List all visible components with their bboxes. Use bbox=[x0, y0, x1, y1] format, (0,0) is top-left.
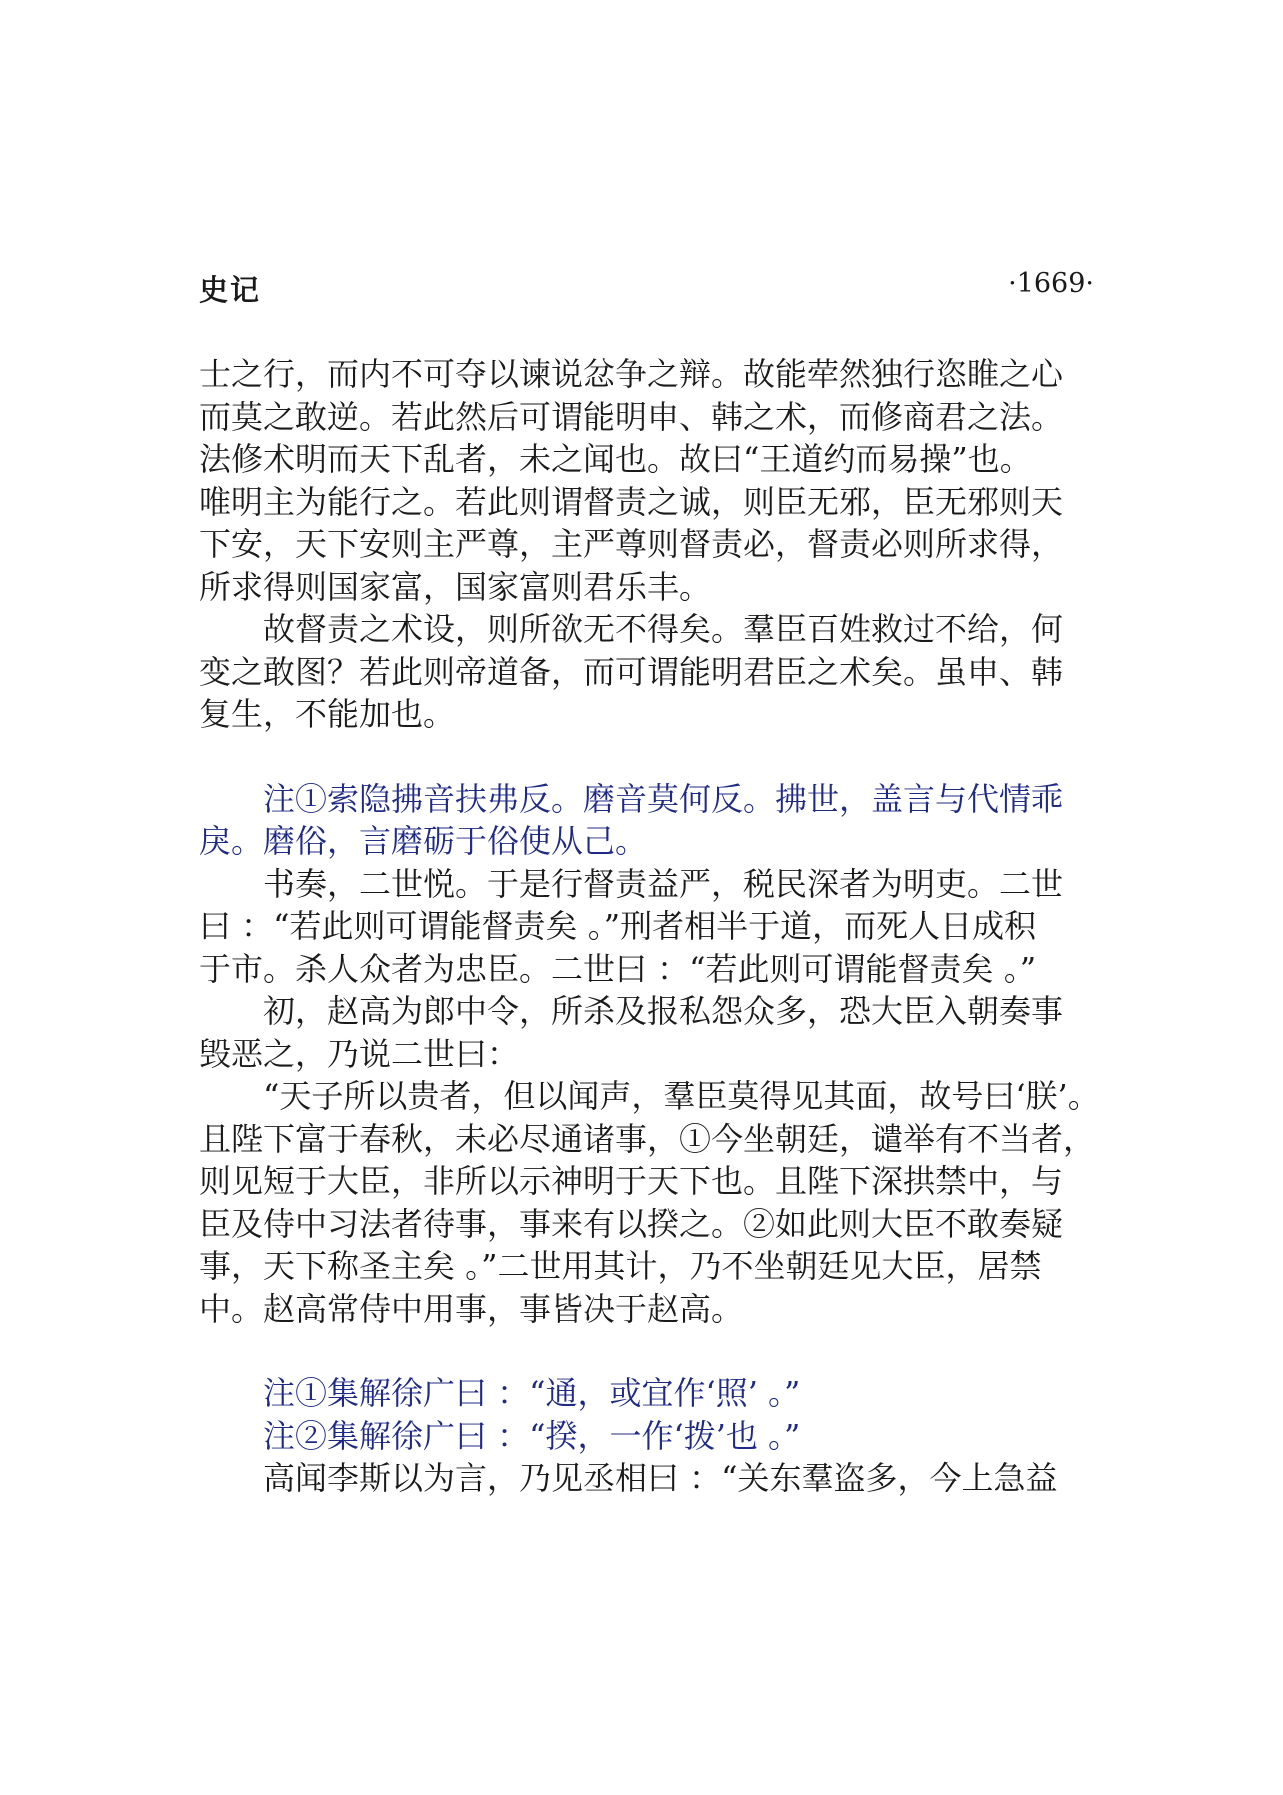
text-line: 臣及侍中习法者待事，事来有以揆之。②如此则大臣不敢奏疑 bbox=[199, 1204, 1064, 1243]
text-line: 曰 ：“若此则可谓能督责矣 。”刑者相半于道，而死人日成积 bbox=[199, 907, 1037, 945]
text-line: 下安，天下安则主严尊，主严尊则督责必，督责必则所求得， bbox=[199, 525, 1064, 563]
annotation-line: 注①索隐拂音扶弗反。磨音莫何反。拂世，盖言与代情乖 bbox=[263, 779, 1064, 818]
annotation-line: 注①集解徐广曰 ：“通，或宜作‘照’ 。” bbox=[263, 1374, 801, 1412]
annotation-line: 戾。磨俗，言磨砺于俗使从己。 bbox=[199, 822, 648, 860]
text-line: 毁恶之，乃说二世曰： bbox=[199, 1034, 520, 1073]
text-line: 于市。杀人众者为忠臣。二世曰 ：“若此则可谓能督责矣 。” bbox=[199, 949, 1037, 988]
annotation-line: 注②集解徐广曰 ：“揆，一作‘拨’也 。” bbox=[263, 1416, 801, 1455]
text-line: 变之敢图？若此则帝道备，而可谓能明君臣之术矣。虽申、韩 bbox=[199, 652, 1064, 691]
text-line: 书奏，二世悦。于是行督责益严，税民深者为明吏。二世 bbox=[263, 864, 1064, 903]
text-line: 且陛下富于春秋，未必尽通诸事，①今坐朝廷，谴举有不当者， bbox=[199, 1119, 1096, 1158]
text-line: 故督责之术设，则所欲无不得矣。羣臣百姓救过不给，何 bbox=[263, 610, 1064, 648]
text-line: 复生，不能加也。 bbox=[199, 695, 456, 733]
main-text bbox=[199, 353, 1099, 1500]
text-line: 所求得则国家富，国家富则君乐丰。 bbox=[199, 567, 712, 606]
text-line: 唯明主为能行之。若此则谓督责之诚，则臣无邪，臣无邪则天 bbox=[199, 482, 1064, 521]
text-line: “天子所以贵者，但以闻声，羣臣莫得见其面，故号曰‘朕’。 bbox=[263, 1077, 1100, 1115]
text-line: 则见短于大臣，非所以示神明于天下也。且陛下深拱禁中，与 bbox=[199, 1162, 1064, 1200]
text-line: 中。赵高常侍中用事，事皆决于赵高。 bbox=[199, 1289, 744, 1328]
paragraph-gap bbox=[199, 1330, 1099, 1372]
text-line: 士之行，而内不可夺以谏说忿争之辩。故能荦然独行恣睢之心 bbox=[199, 355, 1064, 393]
text-line: 初，赵高为郎中令，所杀及报私怨众多，恐大臣入朝奏事 bbox=[263, 992, 1064, 1030]
page-number: ·1669· bbox=[1008, 268, 1094, 299]
text-line: 而莫之敢逆。若此然后可谓能明申、韩之术，而修商君之法。 bbox=[199, 397, 1064, 436]
page-header bbox=[199, 268, 1094, 308]
text-line: 高闻李斯以为言，乃见丞相曰 ：“关东羣盗多，今上急益 bbox=[263, 1459, 1058, 1497]
text-line: 事，天下称圣主矣 。”二世用其计，乃不坐朝廷见大臣，居禁 bbox=[199, 1247, 1042, 1285]
paragraph-gap bbox=[199, 736, 1099, 778]
book-title: 史记 bbox=[199, 273, 262, 307]
text-line: 法修术明而天下乱者，未之闻也。故曰“王道约而易操”也。 bbox=[199, 440, 1032, 478]
